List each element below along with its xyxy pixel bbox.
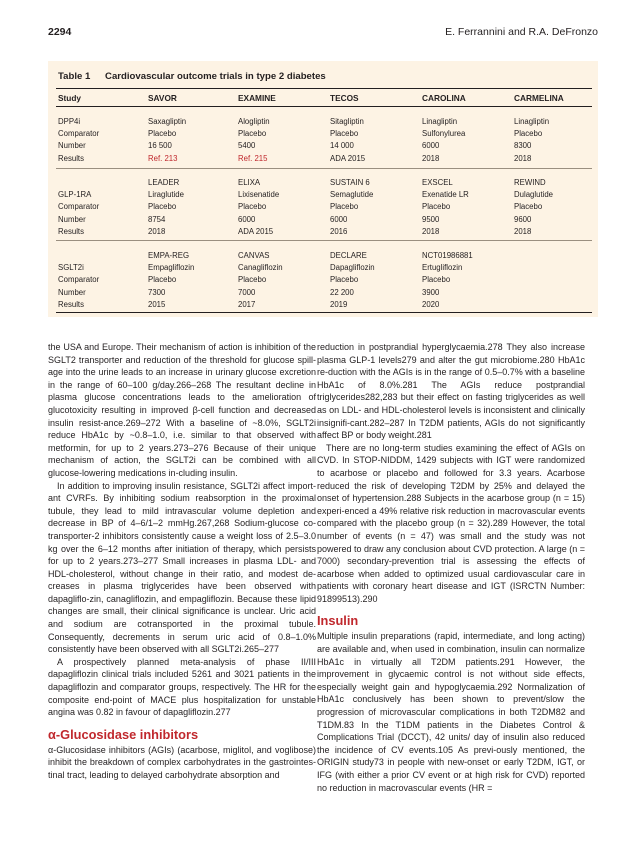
table-cell: Linagliptin: [422, 117, 458, 126]
table-header-cell: CAROLINA: [422, 93, 466, 103]
table-cell: 2018: [422, 226, 440, 236]
table-cell: SUSTAIN 6: [330, 178, 370, 187]
table-cell: 8300: [514, 141, 532, 151]
table-cell: 2018: [514, 226, 532, 236]
table-cell: Linagliptin: [514, 117, 550, 126]
section-heading: Insulin: [317, 613, 359, 629]
table-cell: Placebo: [330, 202, 359, 212]
table-cell: 2020: [422, 299, 440, 309]
table-cell: 6000: [238, 214, 256, 224]
table-cell: Dulaglutide: [514, 190, 554, 200]
table-cell: Placebo: [330, 275, 359, 285]
paragraph: α-Glucosidase inhibitors (AGIs) (acarbose, miglitol, and voglibose) inhibit the breakdown of complex carbohydrates in the gastrointes-tinal tract, leading to delayed carbohydrate absorption and: [48, 744, 316, 780]
table-cell: 16 500: [148, 141, 172, 151]
table-label: Table 1: [58, 71, 91, 82]
column-right: [317, 341, 585, 794]
table-caption: Cardiovascular outcome trials in type 2 diabetes: [105, 71, 326, 82]
table-cell: Results: [58, 299, 84, 309]
table-cell: 22 200: [330, 287, 354, 297]
table-cell: 2015: [148, 299, 166, 309]
table-cell: Number: [58, 287, 86, 297]
table-cell: Placebo: [422, 202, 451, 212]
table-cell: EXSCEL: [422, 178, 453, 187]
table-cell: Sitagliptin: [330, 117, 364, 126]
table-header-cell: EXAMINE: [238, 93, 276, 103]
table-cell: 2018: [514, 153, 532, 163]
table-cell: 7000: [238, 287, 256, 297]
table-cell: REWIND: [514, 178, 546, 187]
table-title: [58, 71, 326, 82]
paragraph: Multiple insulin preparations (rapid, intermediate, and long acting) are available and, when used in combination, insulin can normalize HbA1c in virtually all T2DM patients.291 However, the improvement in glycaemic control is not without side effects, especially weight gain and hypoglycaemia.292 Normalization of HbA1c conclusively has been shown to prevent/slow the progression of microvascular complications in both T2DM82 and T1DM.83 In the T1DM patients in the Diabetes Control & Complications Trial (DCCT), 42 units/ day of insulin also reduced the incidence of CV events.105 As previ-ously mentioned, the ORIGIN study73 in people with new-onset or early T2DM, IGT, or IFG (with either a prior CV event or at high risk for CVD) reported no reduction in macrovascular events (HR =: [317, 631, 585, 793]
table-cell: Lixisenatide: [238, 190, 280, 200]
paragraph: In addition to improving insulin resistance, SGLT2i affect import-ant CVRFs. By inhibiting sodium reabsorption in the proximal tubule, they lead to mild intravascular volume depletion and decrease in BP of 4–6/1–2 mmHg.267,268 Sodium-glucose co-transporter-2 inhibitors consistently cause a weight loss of 2.5–3.0 kg over the 6–12 months after initiation of therapy, which persists for up to 2 years.273–277 Small increases in plasma LDL- and HDL-cholesterol, without change in their ratio, and modest de-creases in plasma triglycerides have been observed with dapagliflo-zin, canagliflozin, and empagliflozin. Because these lipid changes are small, their clinical significance is unclear. Uric acid and sodium are cotransported in the proximal tubule. Consequently, decrements in serum uric acid of 0.8–1.0% consistently have been observed with all SGLT2i.265–277: [48, 480, 316, 655]
table-cell: Placebo: [238, 202, 267, 212]
table-cell: ADA 2015: [238, 226, 274, 236]
table-cell: GLP-1RA: [58, 190, 92, 200]
table-cell: Saxagliptin: [148, 117, 187, 126]
paragraph: the USA and Europe. Their mechanism of action is inhibition of the SGLT2 transporter and reduction of the threshold for glucose spill-age into the urine leads to an increase in urinary glucose excretion in the range of 60–100 g/day.266–268 The resultant decline in plasma glucose concentrations leads to the amelioration of glucotoxicity resulting in improved β-cell function and decreased insulin resist-ance.269–272 With a baseline of ~8.0%, SGLT2i reduce HbA1c by ~0.8–1.0, i.e. similar to that observed with metformin, for up to 2 years.273–276 Because of their unique mechanism of action, the SGLT2i can be combined with all glucose-lowering medications in-cluding insulin.: [48, 342, 316, 478]
page-number: 2294: [48, 26, 72, 38]
paragraph: reduction in postprandial hyperglycaemia.278 They also increase plasma GLP-1 levels279 and alter the gut microbiome.280 HbA1c re-duction with the AGIs is in the range of 0.5–0.7% with a baseline HbA1c of 8.0%.281 The AGIs reduce postprandial triglycerides282,283 but their effect on fasting triglycerides as well as on LDL- and HDL-cholesterol levels is inconsistent and clinically insignifi-cant.282–287 In T2DM patients, AGIs do not significantly affect BP or body weight.281: [317, 342, 585, 441]
table-rule-bottom: [56, 312, 592, 313]
table-cell: DECLARE: [330, 251, 367, 260]
table-cell: 8754: [148, 214, 166, 224]
table-cell: Canagliflozin: [238, 263, 283, 273]
table-cell: Exenatide LR: [422, 190, 469, 200]
table-cell: 5400: [238, 141, 256, 151]
table-cell: 9600: [514, 214, 532, 224]
paragraph: There are no long-term studies examining the effect of AGIs on CVD. In STOP-NIDDM, 1429 subjects with IGT were randomized to acarbose or placebo and followed for 3.3 years. Acarbose reduced the risk of developing T2DM by 25% and delayed the onset of hypertension.288 Subjects in the acarbose group (n = 15) experi-enced a 49% relative risk reduction in macrovascular events compared with the placebo group (n = 32).289 However, the total number of events (n = 47) was small and the study was not powered to draw any conclusion about CVD protection. A large (n = 7000) secondary-prevention trial is assessing the effects of acarbose when added to optimized usual cardiovascular care in patients with coronary heart disease and IGT (ISRCTN Number: 91899513).290: [317, 442, 585, 604]
table-rule-header: [56, 106, 592, 107]
table-cell: 2017: [238, 299, 256, 309]
table-cell: Placebo: [148, 129, 177, 139]
table-header-cell: CARMELINA: [514, 93, 564, 103]
table-cell: CANVAS: [238, 251, 270, 260]
table-cell: 2018: [148, 226, 166, 236]
paragraph: A prospectively planned meta-analysis of phase II/III dapagliflozin clinical trials included 5261 and 3021 patients in the dapagliflozin and comparator groups, respectively. The HR for the composite end-point of MACE plus hospitalization for unstable angina was 0.82 in favour of dapagliflozin.277: [48, 656, 316, 718]
table-cell: Placebo: [148, 202, 177, 212]
table-cell: 9500: [422, 214, 440, 224]
table-cell: Placebo: [330, 129, 359, 139]
table-header-cell: Study: [58, 93, 82, 103]
table-cell: Number: [58, 214, 86, 224]
table-cell: Placebo: [422, 275, 451, 285]
table-cell: Placebo: [148, 275, 177, 285]
table-header-cell: TECOS: [330, 93, 359, 103]
table-rule-top: [56, 88, 592, 89]
table-cell: 7300: [148, 287, 166, 297]
table-cell: Ref. 213: [148, 153, 178, 163]
table-cell: 2019: [330, 299, 348, 309]
table-group-separator: [56, 168, 592, 169]
table-cell: Ertugliflozin: [422, 263, 463, 273]
table-cell: EMPA-REG: [148, 251, 190, 260]
table-cell: Comparator: [58, 275, 100, 285]
table-cell: Comparator: [58, 129, 100, 139]
table-cell: Placebo: [514, 129, 543, 139]
table-cell: ADA 2015: [330, 153, 366, 163]
table-cell: Results: [58, 226, 84, 236]
table-cell: 6000: [330, 214, 348, 224]
table-cell: DPP4i: [58, 117, 81, 126]
table-cell: 2018: [422, 153, 440, 163]
table-cell: Sulfonylurea: [422, 129, 466, 139]
page-header: [48, 26, 598, 40]
table-cell: 3900: [422, 287, 440, 297]
table-cell: Placebo: [238, 275, 267, 285]
table-cell: Alogliptin: [238, 117, 270, 126]
table-cell: Results: [58, 153, 84, 163]
table-cell: Dapagliflozin: [330, 263, 375, 273]
table-cell: ELIXA: [238, 178, 261, 187]
table-cell: Empagliflozin: [148, 263, 195, 273]
table-header-cell: SAVOR: [148, 93, 177, 103]
column-left: [48, 341, 316, 782]
table-cell: Placebo: [238, 129, 267, 139]
table-cell: 2016: [330, 226, 348, 236]
table-cell: Placebo: [514, 202, 543, 212]
table-cell: Comparator: [58, 202, 100, 212]
table-cell: 6000: [422, 141, 440, 151]
section-heading: α-Glucosidase inhibitors: [48, 726, 199, 742]
table-cell: NCT01986881: [422, 251, 473, 260]
running-head: E. Ferrannini and R.A. DeFronzo: [445, 26, 598, 38]
table-cell: 14 000: [330, 141, 354, 151]
table-1: [48, 61, 598, 317]
table-cell: Liraglutide: [148, 190, 184, 200]
table-cell: Semaglutide: [330, 190, 374, 200]
table-cell: Ref. 215: [238, 153, 268, 163]
table-group-separator: [56, 240, 592, 241]
table-cell: LEADER: [148, 178, 180, 187]
table-cell: SGLT2i: [58, 263, 84, 273]
table-cell: Number: [58, 141, 86, 151]
